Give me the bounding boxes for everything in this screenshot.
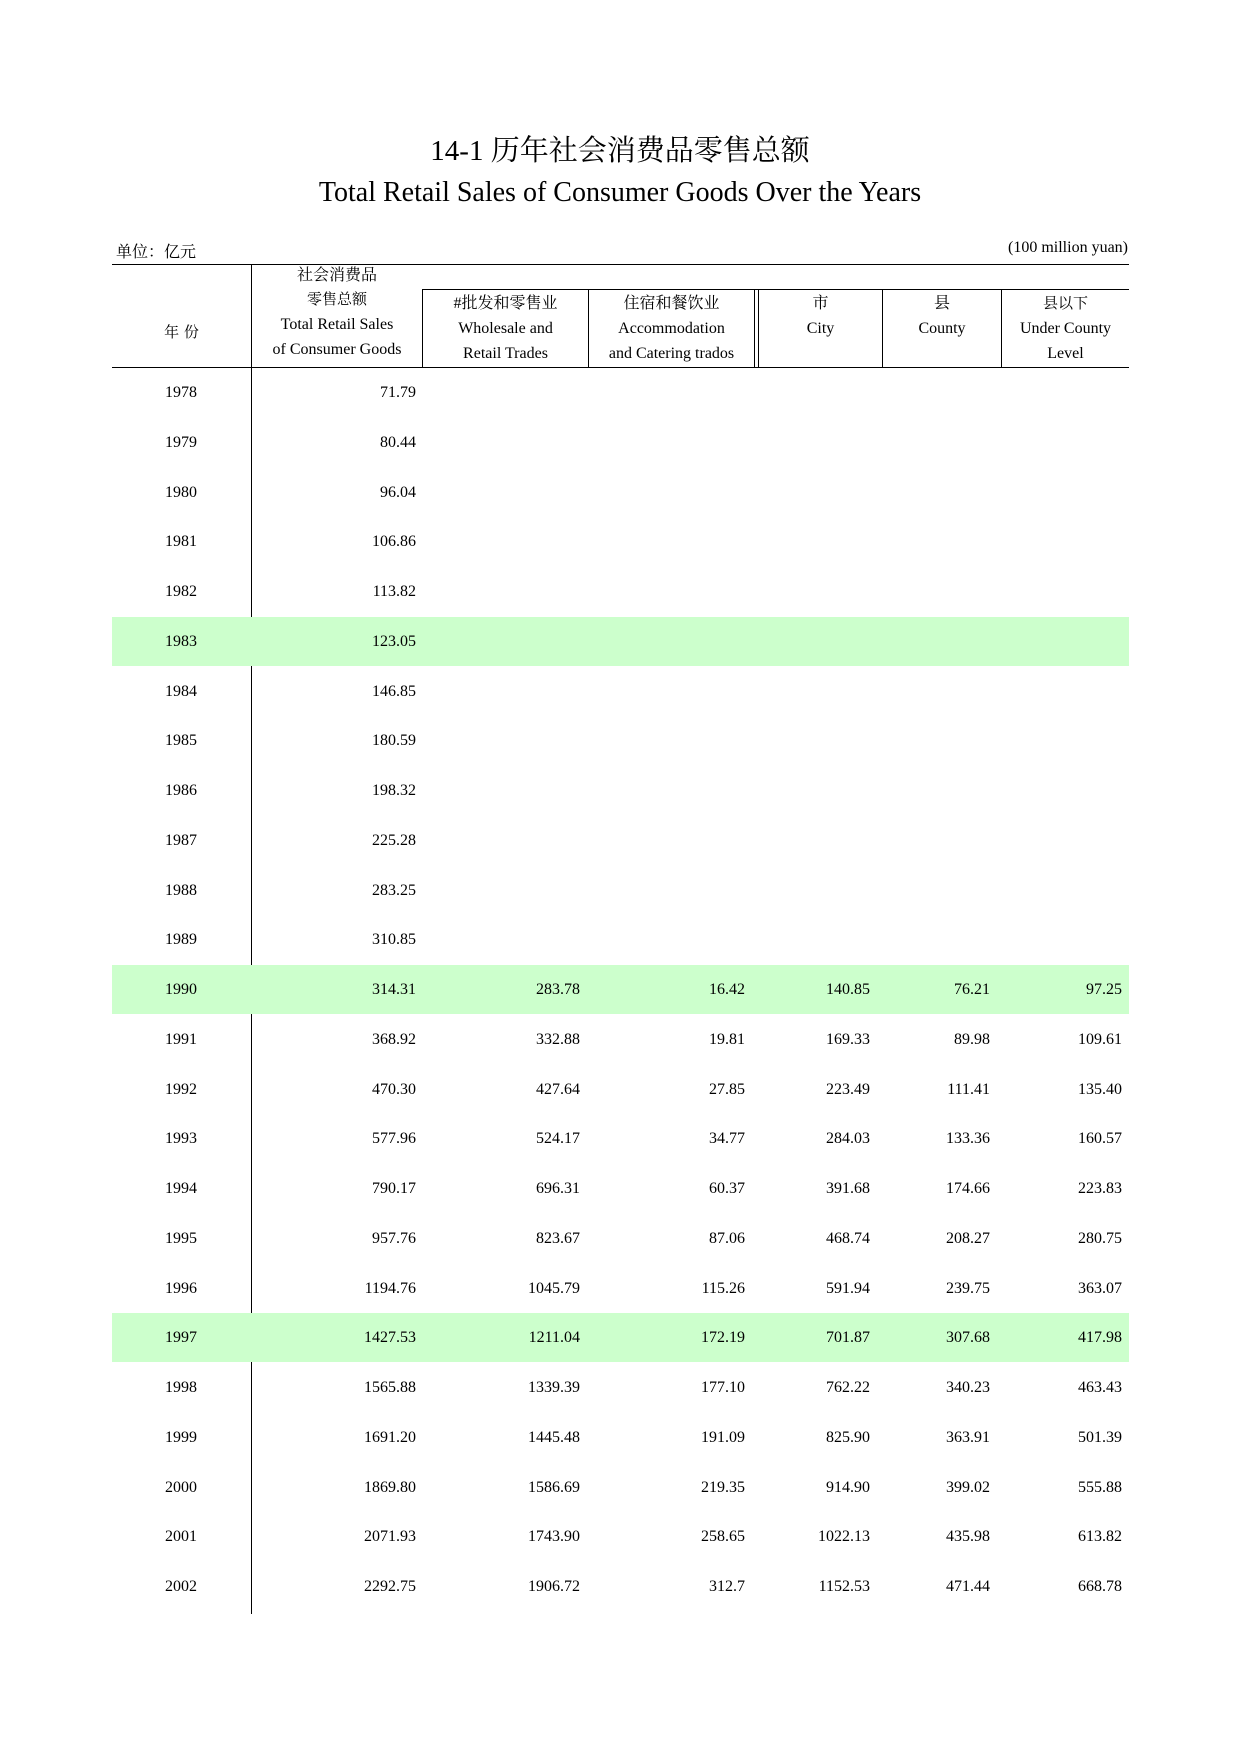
- row-year: 1995: [165, 1229, 197, 1247]
- cell-city: 591.94: [826, 1279, 870, 1297]
- row-year: 1983: [165, 632, 197, 650]
- cell-wholesale: 1045.79: [528, 1279, 580, 1297]
- cell-total: 80.44: [380, 433, 416, 451]
- cell-accom: 60.37: [709, 1180, 745, 1197]
- cell-total: 314.31: [372, 981, 416, 998]
- row-year: 2001: [165, 1528, 197, 1546]
- cell-county: 471.44: [946, 1578, 990, 1595]
- header-county-cn: 县: [933, 295, 950, 312]
- cell-under: 501.39: [1078, 1428, 1122, 1446]
- cell-county: 111.41: [947, 1080, 990, 1098]
- cell-under: 135.40: [1078, 1080, 1122, 1098]
- header-under-county: [1002, 291, 1129, 366]
- cell-under: 613.82: [1078, 1528, 1122, 1546]
- header-wholesale-cn: #批发和零售业: [453, 295, 558, 312]
- header-accom-en-2: and Catering trados: [608, 345, 735, 362]
- header-under-en-1: Under County: [1019, 320, 1112, 337]
- cell-under: 280.75: [1078, 1229, 1122, 1247]
- cell-accom: 34.77: [709, 1130, 745, 1148]
- cell-city: 169.33: [826, 1030, 870, 1048]
- header-city-cn: 市: [812, 295, 829, 312]
- cell-under: 160.57: [1078, 1130, 1122, 1148]
- header-total-cn-top: 社会消费品: [296, 267, 377, 284]
- row-year: 1987: [165, 831, 197, 849]
- row-year: 1984: [165, 682, 197, 700]
- cell-wholesale: 1211.04: [528, 1329, 580, 1347]
- cell-city: 762.22: [826, 1379, 870, 1396]
- cell-county: 76.21: [954, 981, 990, 998]
- header-city-en: City: [806, 320, 835, 337]
- row-year: 1994: [165, 1180, 197, 1197]
- cell-under: 363.07: [1078, 1279, 1122, 1297]
- header-county: [883, 291, 1001, 341]
- cell-accom: 172.19: [701, 1329, 745, 1347]
- cell-county: 399.02: [946, 1478, 990, 1496]
- cell-city: 914.90: [826, 1478, 870, 1496]
- cell-total: 225.28: [372, 831, 416, 849]
- cell-wholesale: 1743.90: [528, 1528, 580, 1546]
- cell-under: 97.25: [1086, 981, 1122, 998]
- cell-wholesale: 283.78: [536, 981, 580, 998]
- header-city: [759, 291, 882, 341]
- cell-city: 140.85: [826, 981, 870, 998]
- cell-wholesale: 696.31: [536, 1180, 580, 1197]
- cell-city: 284.03: [826, 1130, 870, 1148]
- header-county-en: County: [918, 320, 966, 337]
- row-year: 2000: [165, 1478, 197, 1496]
- header-total-cn: 零售总额: [306, 290, 367, 308]
- cell-accom: 115.26: [701, 1279, 745, 1297]
- header-total-en-2: of Consumer Goods: [272, 341, 402, 358]
- cell-wholesale: 1339.39: [528, 1379, 580, 1396]
- cell-wholesale: 427.64: [536, 1080, 580, 1098]
- cell-county: 208.27: [946, 1229, 990, 1247]
- cell-under: 109.61: [1078, 1030, 1122, 1048]
- cell-accom: 16.42: [709, 981, 745, 998]
- cell-total: 123.05: [372, 632, 416, 650]
- cell-total: 283.25: [372, 881, 416, 899]
- cell-total: 106.86: [372, 533, 416, 551]
- header-under-cn: 县以下: [1042, 294, 1088, 312]
- header-sub-rule: [422, 289, 1129, 290]
- cell-city: 391.68: [826, 1180, 870, 1197]
- row-year: 1989: [165, 931, 197, 949]
- cell-county: 363.91: [946, 1428, 990, 1446]
- header-year: 年 份: [164, 323, 199, 341]
- table-row-highlight: [112, 617, 1129, 666]
- header-wholesale-en-1: Wholesale and: [458, 320, 553, 337]
- header-bottom-rule: [112, 367, 1129, 368]
- row-year: 1990: [165, 981, 197, 998]
- row-year: 1985: [165, 732, 197, 750]
- cell-under: 555.88: [1078, 1478, 1122, 1496]
- cell-county: 89.98: [954, 1030, 990, 1048]
- unit-label-english: (100 million yuan): [1008, 239, 1128, 256]
- cell-city: 1022.13: [818, 1528, 870, 1546]
- header-accom-en-1: Accommodation: [618, 320, 725, 337]
- cell-city: 825.90: [826, 1428, 870, 1446]
- cell-total: 790.17: [372, 1180, 416, 1197]
- cell-accom: 19.81: [709, 1030, 745, 1048]
- cell-total: 71.79: [380, 384, 416, 401]
- cell-total: 1869.80: [364, 1478, 416, 1496]
- header-divider-3a: [754, 289, 755, 367]
- cell-accom: 312.7: [709, 1578, 745, 1595]
- row-year: 1993: [165, 1130, 197, 1148]
- header-total-retail: [252, 265, 422, 362]
- cell-county: 307.68: [946, 1329, 990, 1347]
- cell-wholesale: 1445.48: [528, 1428, 580, 1446]
- cell-total: 113.82: [372, 583, 416, 600]
- row-year: 1999: [165, 1428, 197, 1446]
- row-year: 1996: [165, 1279, 197, 1297]
- cell-total: 368.92: [372, 1030, 416, 1048]
- cell-total: 1427.53: [364, 1329, 416, 1347]
- header-wholesale: [423, 291, 588, 366]
- cell-county: 174.66: [946, 1180, 990, 1197]
- cell-accom: 219.35: [701, 1478, 745, 1496]
- row-year: 1979: [165, 433, 197, 451]
- cell-accom: 258.65: [701, 1528, 745, 1546]
- row-year: 1981: [165, 533, 197, 551]
- cell-total: 577.96: [372, 1130, 416, 1148]
- cell-accom: 27.85: [709, 1080, 745, 1098]
- cell-total: 1194.76: [364, 1279, 416, 1297]
- cell-wholesale: 332.88: [536, 1030, 580, 1048]
- row-year: 1998: [165, 1379, 197, 1396]
- cell-total: 957.76: [372, 1229, 416, 1247]
- page-title-chinese: 14-1 历年社会消费品零售总额: [430, 135, 810, 167]
- cell-total: 1691.20: [364, 1428, 416, 1446]
- row-year: 1991: [165, 1030, 197, 1048]
- cell-total: 198.32: [372, 782, 416, 799]
- unit-label-chinese: 单位：亿元: [116, 242, 197, 261]
- row-year: 1992: [165, 1080, 197, 1098]
- cell-total: 96.04: [380, 483, 416, 501]
- cell-county: 340.23: [946, 1379, 990, 1396]
- header-accom-cn: 住宿和餐饮业: [623, 295, 720, 312]
- cell-county: 435.98: [946, 1528, 990, 1546]
- cell-total: 310.85: [372, 931, 416, 949]
- cell-wholesale: 524.17: [536, 1130, 580, 1148]
- cell-city: 468.74: [826, 1229, 870, 1247]
- cell-total: 180.59: [372, 732, 416, 750]
- header-wholesale-en-2: Retail Trades: [463, 345, 548, 362]
- header-under-en-2: Level: [1047, 345, 1084, 362]
- cell-accom: 177.10: [701, 1379, 745, 1396]
- cell-under: 668.78: [1078, 1578, 1122, 1595]
- cell-county: 133.36: [946, 1130, 990, 1148]
- row-year: 1997: [165, 1329, 197, 1347]
- cell-wholesale: 823.67: [536, 1229, 580, 1247]
- row-year: 1978: [165, 384, 197, 401]
- cell-city: 223.49: [826, 1080, 870, 1098]
- row-year: 1982: [165, 583, 197, 600]
- cell-city: 701.87: [826, 1329, 870, 1347]
- cell-under: 417.98: [1078, 1329, 1122, 1347]
- row-year: 1988: [165, 881, 197, 899]
- cell-accom: 87.06: [709, 1229, 745, 1247]
- cell-city: 1152.53: [818, 1578, 870, 1595]
- cell-total: 146.85: [372, 682, 416, 700]
- cell-under: 463.43: [1078, 1379, 1122, 1396]
- page-title-english: Total Retail Sales of Consumer Goods Over the Years: [318, 177, 922, 208]
- cell-total: 2292.75: [364, 1578, 416, 1595]
- header-total-en-1: Total Retail Sales: [280, 316, 394, 333]
- cell-wholesale: 1586.69: [528, 1478, 580, 1496]
- cell-total: 470.30: [372, 1080, 416, 1098]
- cell-county: 239.75: [946, 1279, 990, 1297]
- cell-under: 223.83: [1078, 1180, 1122, 1197]
- cell-total: 2071.93: [364, 1528, 416, 1546]
- cell-total: 1565.88: [364, 1379, 416, 1396]
- cell-wholesale: 1906.72: [528, 1578, 580, 1595]
- header-accommodation: [589, 291, 754, 366]
- row-year: 2002: [165, 1578, 197, 1595]
- row-year: 1986: [165, 782, 197, 799]
- year-column-divider: [251, 264, 252, 1614]
- cell-accom: 191.09: [701, 1428, 745, 1446]
- row-year: 1980: [165, 483, 197, 501]
